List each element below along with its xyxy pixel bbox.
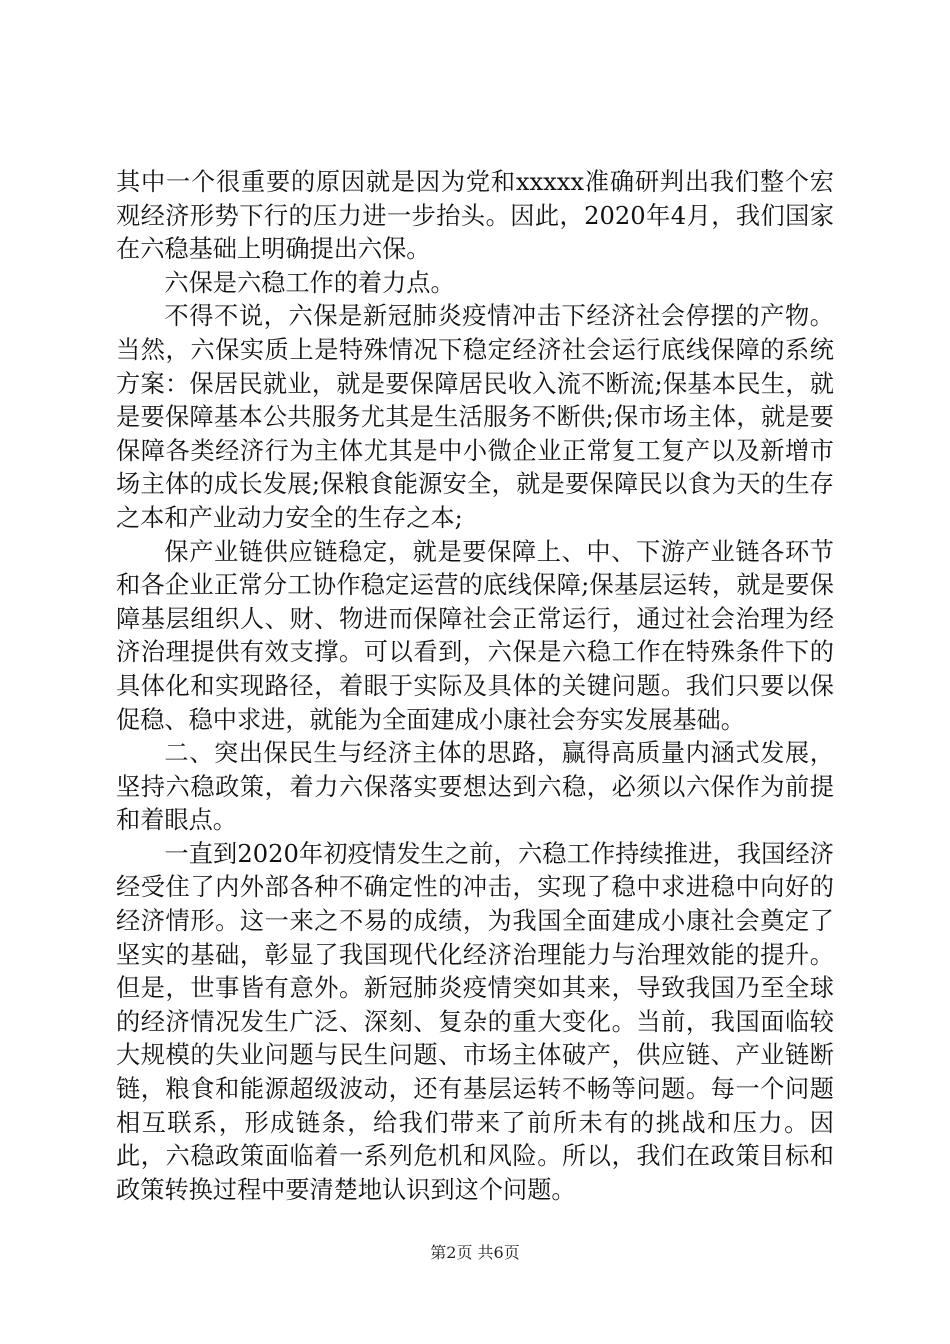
paragraph-2: 六保是六稳工作的着力点。 [164, 268, 455, 297]
paragraph-6: 一直到2020年初疫情发生之前，六稳工作持续推进，我国经济经受住了内外部各种不确定性的冲击，实现了稳中求进稳中向好的经济情形。这一来之不易的成绩，为我国全面建成小康社会奠定了坚实的基础，彰显了我国现代化经济治理能力与治理效能的提升。但是，世事皆有意外。新冠肺炎疫情突如其来，导致我国乃至全球的经济情况发生广泛、深刻、复杂的重大变化。当前，我国面临较大规模的失业问题与民生问题、市场主体破产，供应链、产业链断链，粮食和能源超级波动，还有基层运转不畅等问题。每一个问题相互联系，形成链条，给我们带来了前所未有的挑战和压力。因此，六稳政策面临着一系列危机和风险。所以，我们在政策目标和政策转换过程中要清楚地认识到这个问题。 [116, 839, 834, 1204]
paragraph-1: 其中一个很重要的原因就是因为党和xxxxx准确研判出我们整个宏观经济形势下行的压力进一步抬头。因此，2020年4月，我们国家在六稳基础上明确提出六保。 [116, 168, 834, 264]
paragraph-3: 不得不说，六保是新冠肺炎疫情冲击下经济社会停摆的产物。当然，六保实质上是特殊情况下稳定经济社会运行底线保障的系统方案：保居民就业，就是要保障居民收入流不断流;保基本民生，就是要保障基本公共服务尤其是生活服务不断供;保市场主体，就是要保障各类经济行为主体尤其是中小微企业正常复工复产以及新增市场主体的成长发展;保粮食能源安全，就是要保障民以食为天的生存之本和产业动力安全的生存之本; [116, 302, 834, 532]
paragraph-4: 保产业链供应链稳定，就是要保障上、中、下游产业链各环节和各企业正常分工协作稳定运营的底线保障;保基层运转，就是要保障基层组织人、财、物进而保障社会正常运行，通过社会治理为经济治理提供有效支撑。可以看到，六保是六稳工作在特殊条件下的具体化和实现路径，着眼于实际及具体的关键问题。我们只要以保促稳、稳中求进，就能为全面建成小康社会夯实发展基础。 [116, 537, 834, 734]
document-body [116, 166, 834, 1207]
paragraph-5: 二、突出保民生与经济主体的思路，赢得高质量内涵式发展，坚持六稳政策，着力六保落实要想达到六稳，必须以六保作为前提和着眼点。 [116, 739, 834, 835]
page-footer: 第2页 共6页 [430, 1243, 520, 1262]
